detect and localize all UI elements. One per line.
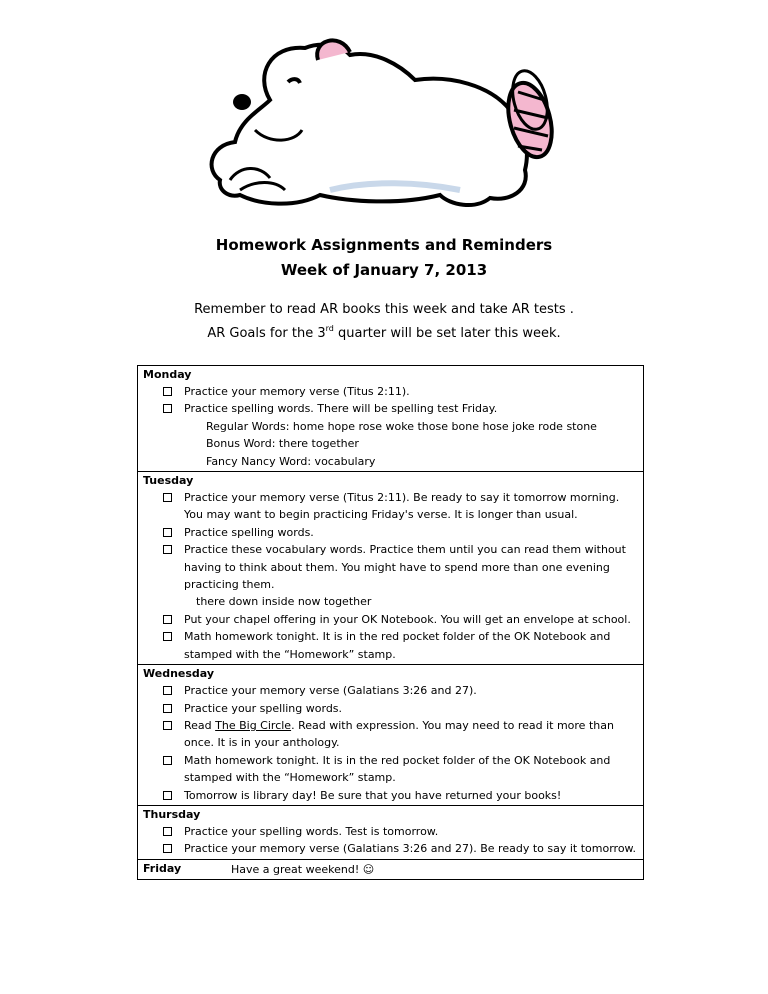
list-item: Tomorrow is library day! Be sure that you have returned your books! [138, 787, 643, 804]
checkbox[interactable] [163, 545, 172, 554]
checkbox[interactable] [163, 827, 172, 836]
vocabulary-words: there down inside now together [196, 595, 372, 609]
list-item: Practice your memory verse (Titus 2:11). [138, 383, 643, 400]
spelling-bonus-word: Bonus Word: there together [206, 437, 359, 451]
checkbox[interactable] [163, 686, 172, 695]
spelling-regular-words: Regular Words: home hope rose woke those bone hose joke rode stone [206, 419, 597, 433]
friday-message: Have a great weekend! ☺ [231, 862, 375, 876]
day-name: Wednesday [143, 667, 215, 681]
intro-line-1: Remember to read AR books this week and take AR tests . [194, 302, 574, 317]
checkbox[interactable] [163, 756, 172, 765]
list-item: Practice your memory verse (Galatians 3:26 and 27). [138, 682, 643, 699]
checkbox[interactable] [163, 704, 172, 713]
book-title: The Big Circle [215, 718, 292, 732]
intro-line-2: AR Goals for the 3rd quarter will be set later this week. [207, 324, 561, 341]
day-name: Monday [143, 368, 192, 381]
list-item: Read The Big Circle. Read with expression. You may need to read it more than once. It is in your anthology. [138, 717, 643, 752]
day-tuesday [138, 472, 643, 665]
list-item: Practice your spelling words. Test is tomorrow. [138, 823, 643, 840]
spelling-fancy-word: Fancy Nancy Word: vocabulary [206, 454, 376, 468]
day-name: Tuesday [143, 474, 194, 488]
list-item: Practice spelling words. There will be spelling test Friday. [138, 400, 643, 417]
checkbox[interactable] [163, 791, 172, 800]
day-thursday [138, 806, 643, 860]
list-item: Math homework tonight. It is in the red pocket folder of the OK Notebook and stamped with the “Homework” stamp. [138, 752, 643, 787]
checkbox[interactable] [163, 844, 172, 853]
checkbox[interactable] [163, 615, 172, 624]
checkbox[interactable] [163, 721, 172, 730]
list-item: Practice these vocabulary words. Practice them until you can read them without having to think about them. You might have to spend more than one evening practicing them. [138, 541, 643, 593]
checkbox[interactable] [163, 528, 172, 537]
list-item: Put your chapel offering in your OK Notebook. You will get an envelope at school. [138, 611, 643, 628]
list-item: Practice your memory verse (Titus 2:11). Be ready to say it tomorrow morning. You may want to begin practicing Friday's verse. It is longer than usual. [138, 489, 643, 524]
checkbox[interactable] [163, 632, 172, 641]
polar-bear-clipart-icon [200, 30, 570, 220]
day-friday [138, 860, 643, 879]
day-monday [138, 366, 643, 472]
page-title: Homework Assignments and Reminders [215, 236, 553, 254]
assignments-table [137, 365, 644, 880]
list-item: Practice spelling words. [138, 524, 643, 541]
day-name: Friday [143, 861, 182, 875]
checkbox[interactable] [163, 493, 172, 502]
checkbox[interactable] [163, 404, 172, 413]
page-subtitle: Week of January 7, 2013 [280, 261, 488, 279]
list-item: Practice your spelling words. [138, 700, 643, 717]
list-item: Practice your memory verse (Galatians 3:26 and 27). Be ready to say it tomorrow. [138, 840, 643, 857]
list-item: Math homework tonight. It is in the red pocket folder of the OK Notebook and stamped with the “Homework” stamp. [138, 628, 643, 663]
day-wednesday [138, 665, 643, 806]
checkbox[interactable] [163, 387, 172, 396]
day-name: Thursday [143, 807, 201, 821]
